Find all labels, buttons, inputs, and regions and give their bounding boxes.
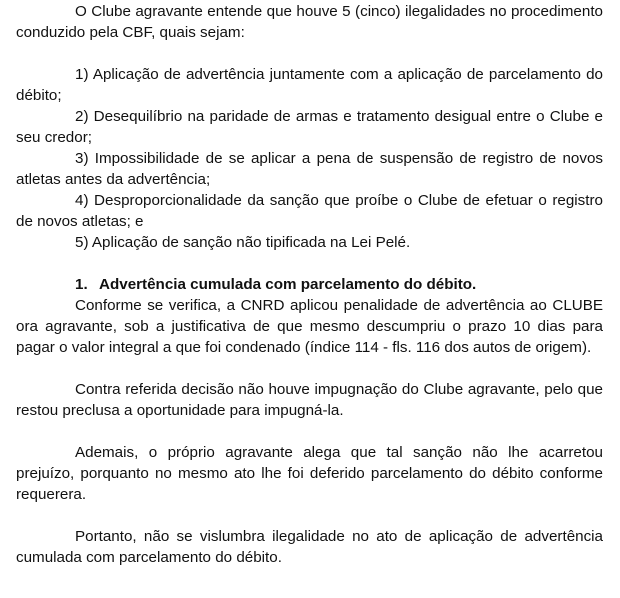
body-paragraph-3: Ademais, o próprio agravante alega que tal sanção não lhe acarretou prejuízo, porquanto no mesmo ato lhe foi deferido parcelamento do débito conforme requerera. [16,444,603,503]
list-item-1: 1) Aplicação de advertência juntamente com a aplicação de parcelamento do débito; [16,66,603,104]
spacer [16,505,603,526]
document-page [16,1,603,568]
section-title: Advertência cumulada com parcelamento do débito. [99,276,477,293]
spacer [16,358,603,379]
section-heading [16,274,603,295]
spacer [16,253,603,274]
body-paragraph-4: Portanto, não se vislumbra ilegalidade no ato de aplicação de advertência cumulada com parcelamento do débito. [16,528,603,566]
intro-paragraph: O Clube agravante entende que houve 5 (cinco) ilegalidades no procedimento conduzido pela CBF, quais sejam: [16,3,603,41]
spacer [16,421,603,442]
list-item-3: 3) Impossibilidade de se aplicar a pena de suspensão de registro de novos atletas antes da advertência; [16,150,603,188]
section-number: 1. [75,276,88,293]
list-item-5: 5) Aplicação de sanção não tipificada na Lei Pelé. [75,234,411,251]
body-paragraph-1: Conforme se verifica, a CNRD aplicou penalidade de advertência ao CLUBE ora agravante, sob a justificativa de que mesmo descumpriu o prazo 10 dias para pagar o valor integral a que foi condenado (índice 114 - fls. 116 dos autos de origem). [16,297,603,356]
spacer [16,43,603,64]
list-item-2: 2) Desequilíbrio na paridade de armas e tratamento desigual entre o Clube e seu credor; [16,108,603,146]
list-item-4: 4) Desproporcionalidade da sanção que proíbe o Clube de efetuar o registro de novos atletas; e [16,192,603,230]
body-paragraph-2: Contra referida decisão não houve impugnação do Clube agravante, pelo que restou preclusa a oportunidade para impugná-la. [16,381,603,419]
